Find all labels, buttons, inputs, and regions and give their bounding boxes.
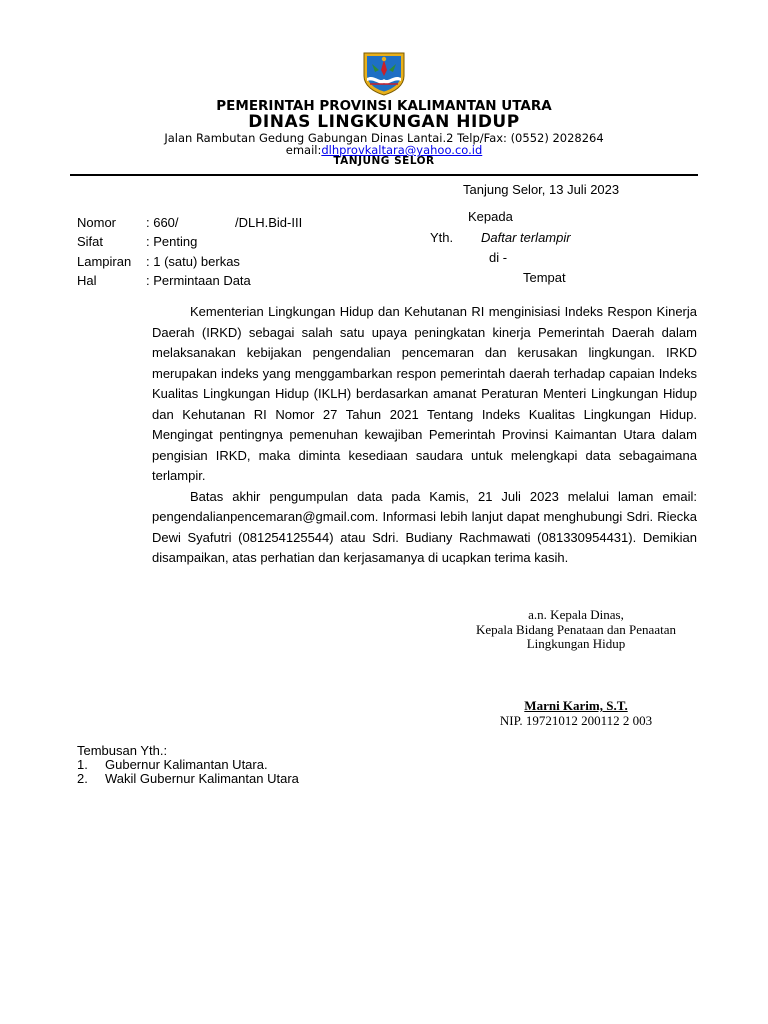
hal-value: : Permintaan Data [146,273,251,288]
body-paragraph-1: Kementerian Lingkungan Hidup dan Kehutanan RI menginisiasi Indeks Respon Kinerja Daerah (IRKD) sebagai salah satu upaya peningkatan kinerja Pemerintah Daerah dalam melaksanakan kebijakan pengendalian pencemaran dan kerusakan lingkungan. IRKD merupakan indeks yang menggambarkan respon pemerintah daerah terhadap capaian Indeks Kualitas Lingkungan Hidup (IKLH) berdasarkan amanat Peraturan Menteri Lingkungan Hidup dan Kehutanan RI Nomor 27 Tahun 2021 Tentang Indeks Kualitas Lingkungan Hidup. Mengingat pentingnya pemenuhan kewajiban Pemerintah Provinsi Kaimantan Utara dalam pengisian IRKD, maka diminta kesediaan saudara untuk melengkapi data sebagaimana terlampir. [152,304,697,483]
recipient-yth: Yth. [430,230,454,245]
nomor-value: : 660/ [146,215,179,230]
hal-label: Hal [77,273,97,288]
emblem-logo [360,50,408,96]
nomor-label: Nomor [77,215,117,230]
sifat-value: : Penting [146,234,198,249]
nomor-suffix: /DLH.Bid-III [235,215,303,230]
cc-item [77,772,299,786]
letterhead-divider [70,174,698,176]
letterhead-government: PEMERINTAH PROVINSI KALIMANTAN UTARA [216,98,552,114]
letterhead-city: TANJUNG SELOR [333,155,435,167]
sifat-label: Sifat [77,234,104,249]
recipient-kepada: Kepada [468,209,513,224]
signature-line-2: Kepala Bidang Penataan dan Penaatan [476,622,676,637]
cc-item-number: 1. [77,757,88,772]
signature-line-3: Lingkungan Hidup [526,636,626,651]
recipient-di: di - [489,250,508,265]
cc-item-number: 2. [77,771,88,786]
signature-line-1: a.n. Kepala Dinas, [528,607,624,622]
email-link[interactable]: dlhprovkaltara@yahoo.co.id [321,143,483,157]
cc-item [77,758,268,772]
body-paragraph-2: Batas akhir pengumpulan data pada Kamis, 21 Juli 2023 melalui laman email: pengendalianpencemaran@gmail.com. Informasi lebih lanjut dapat menghubungi Sdri. Riecka Dewi Syafutri (081254125544) atau Sdri. Budiany Rachmawati (081330954431). Demikian disampaikan, atas perhatian dan kerjasamanya di ucapkan terima kasih. [152,488,697,565]
letterhead-address: Jalan Rambutan Gedung Gabungan Dinas Lantai.2 Telp/Fax: (0552) 2028264 [164,131,604,145]
signatory-name: Marni Karim, S.T. [524,698,628,713]
email-prefix: email: [285,143,322,157]
recipient-tempat: Tempat [523,270,566,285]
signatory-nip: NIP. 19721012 200112 2 003 [499,713,653,728]
recipient-name: Daftar terlampir [481,230,571,245]
cc-item-text: Gubernur Kalimantan Utara. [105,757,268,772]
cc-title: Tembusan Yth.: [77,743,168,758]
lampiran-label: Lampiran [77,254,132,269]
letterhead-agency: DINAS LINGKUNGAN HIDUP [248,112,520,132]
letter-date: Tanjung Selor, 13 Juli 2023 [463,182,620,197]
lampiran-value: : 1 (satu) berkas [146,254,240,269]
letter-body [152,302,697,569]
cc-item-text: Wakil Gubernur Kalimantan Utara [105,771,299,786]
